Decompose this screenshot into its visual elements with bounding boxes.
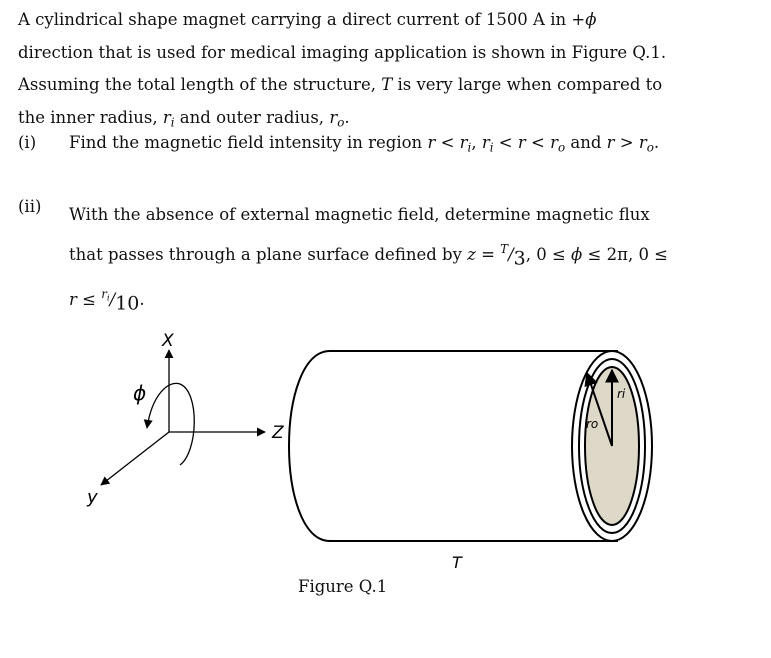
coordinate-axes xyxy=(101,350,265,485)
phi-symbol: ϕ xyxy=(585,10,597,29)
intro-text-1: A cylindrical shape magnet carrying a direct current of 1500 A in + xyxy=(18,10,586,29)
inner-radius-symbol: $r_i$ xyxy=(162,107,175,129)
inner-radius-label: ri xyxy=(617,387,626,401)
question-i-text: Find the magnetic field intensity in region $r < r_i$, $r_i < r < r_o$ and $r > r_o$. xyxy=(69,133,660,155)
fraction-T-over-3: $^T$/3 xyxy=(500,242,526,270)
outer-radius-label: ro xyxy=(586,417,599,431)
question-ii-number: (ii) xyxy=(18,197,42,216)
question-ii-text: With the absence of external magnetic field, determine magnetic flux that passes through a plane surface defined by z = $^T$/3, 0 ≤ ϕ ≤ 2π, 0 ≤ r ≤ $^{r_i}$/10. xyxy=(69,205,669,315)
question-i-number: (i) xyxy=(18,133,37,152)
intro-text-2: direction that is used for medical imaging application is shown in Figure Q.1. Assuming the total length of the structure, xyxy=(18,42,667,94)
phi-axis-label: ϕ xyxy=(133,381,147,405)
length-symbol: T xyxy=(381,75,393,94)
figure-caption: Figure Q.1 xyxy=(298,577,388,596)
y-axis-line xyxy=(101,432,169,485)
cylinder-body-left xyxy=(289,351,618,541)
problem-statement: A cylindrical shape magnet carrying a direct current of 1500 A in +ϕ direction that is used for medical imaging application is shown in Figure Q.1. Assuming the total length of the structure, T is very large when compared to the inner radius, $r_i$ and outer radius, $r_o$. xyxy=(18,10,667,129)
outer-radius-symbol: $r_o$ xyxy=(329,107,345,129)
cylinder xyxy=(289,351,652,541)
phi-rotation-arc xyxy=(147,383,194,465)
x-axis-label: X xyxy=(162,331,174,351)
intro-text-4: and outer radius, xyxy=(174,107,330,127)
y-axis-label: y xyxy=(87,487,98,508)
fraction-ri-over-10: $^{r_i}$/10 xyxy=(101,286,140,315)
z-axis-label: Z xyxy=(272,423,284,443)
intro-text-3: is very large when compared to the inner radius, xyxy=(18,75,663,127)
length-label: T xyxy=(452,553,462,572)
